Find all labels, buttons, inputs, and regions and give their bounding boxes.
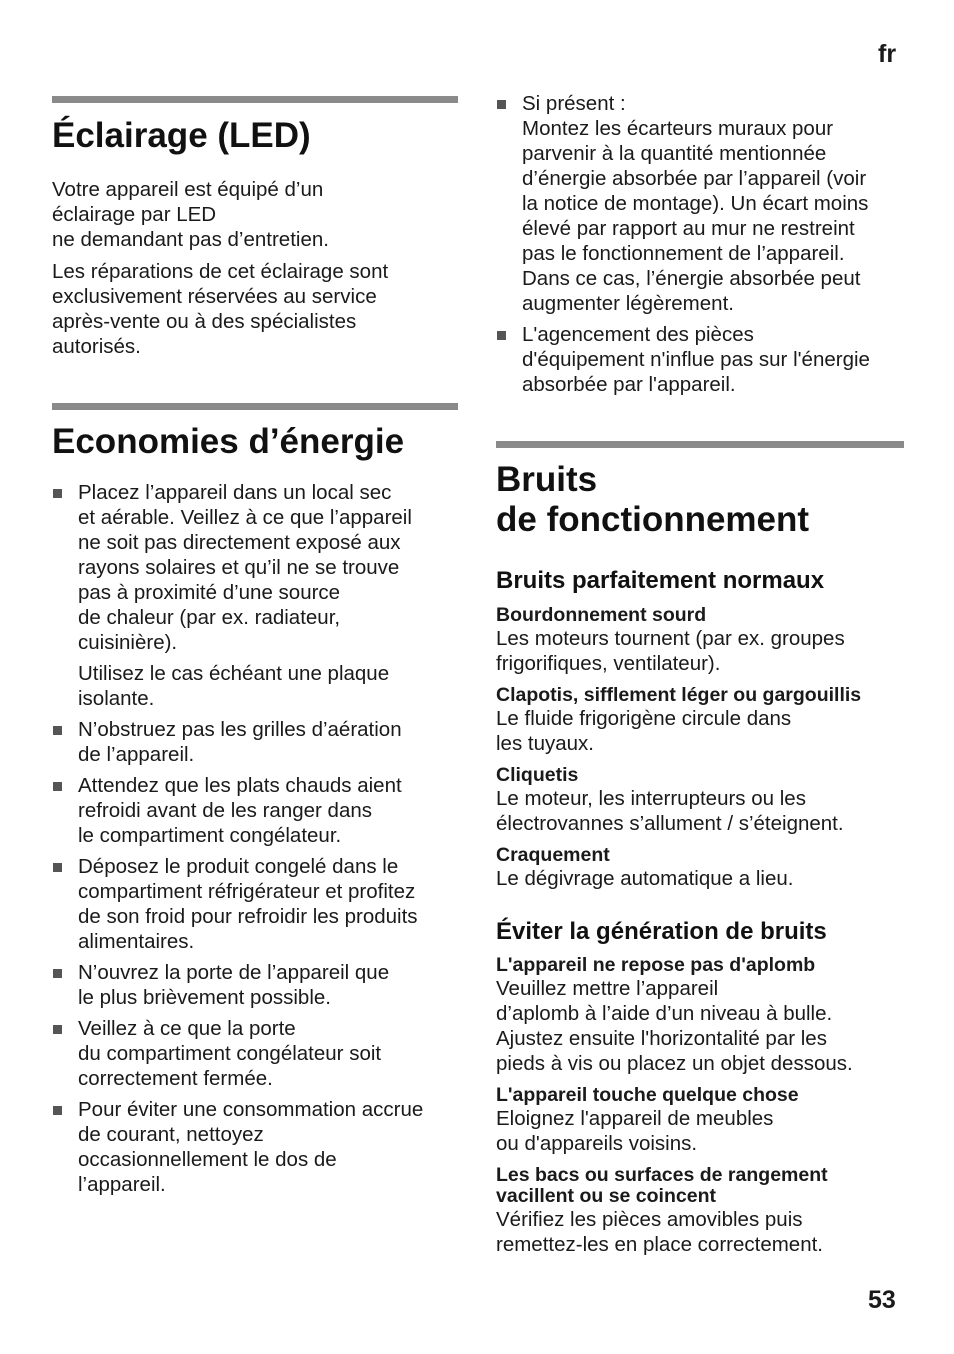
bullet-square-icon [497,100,506,109]
section-rule [52,403,458,410]
noise-term: L'appareil touche quelque chose [496,1084,799,1106]
avoid-noise-entry [496,955,904,1076]
avoid-noise-entry [496,1165,904,1257]
energy-tips-list [52,480,458,1197]
language-code: fr [878,40,897,68]
bullet-square-icon [53,863,62,872]
noise-term: Clapotis, sifflement léger ou gargouillis [496,684,862,706]
list-item: N’obstruez pas les grilles d’aération de l’appareil. [52,717,458,767]
noise-desc: pieds à vis ou placez un objet dessous. [496,1052,853,1075]
noise-desc: les tuyaux. [496,732,594,755]
energy-tips-list-continued [496,91,904,397]
heading-bruits-normaux: Bruits parfaitement normaux [496,567,825,594]
noise-desc: Eloignez l'appareil de meubles [496,1107,774,1130]
eclairage-paragraph-2: Les réparations de cet éclairage sont exclusivement réservées au service après-vente ou à des spécialistes autorisés. [52,260,389,358]
noise-term: vacillent ou se coincent [496,1185,716,1207]
right-column [496,91,904,1257]
list-item: Si présent : Montez les écarteurs muraux pour parvenir à la quantité mentionnée d’énergie absorbée par l’appareil (voir la notice de montage). Un écart moins élevé par rapport au mur ne restreint pas le fonctionnement de l’appareil. Dans ce cas, l’énergie absorbée peut augmenter légèrement. [496,91,904,316]
noise-term: L'appareil ne repose pas d'aplomb [496,954,816,976]
noise-desc: Le dégivrage automatique a lieu. [496,867,794,890]
heading-eviter-bruits: Éviter la génération de bruits [496,918,827,945]
list-item: Pour éviter une consommation accrue de courant, nettoyez occasionnellement le dos de l’appareil. [52,1097,458,1197]
list-item: Déposez le produit congelé dans le compartiment réfrigérateur et profitez de son froid pour refroidir les produits alimentaires. [52,854,458,954]
bullet-square-icon [53,1106,62,1115]
normal-noise-entry [496,845,904,891]
heading-economies: Economies d’énergie [52,422,405,461]
heading-bruits: Bruits de fonctionnement [496,460,810,539]
noise-desc: Vérifiez les pièces amovibles puis [496,1208,803,1231]
eclairage-paragraph-1: Votre appareil est équipé d’un éclairage par LED ne demandant pas d’entretien. [52,178,329,251]
section-rule [52,96,458,103]
left-column [52,96,458,1197]
noise-desc: électrovannes s’allument / s’éteignent. [496,812,844,835]
noise-desc: Le moteur, les interrupteurs ou les [496,787,806,810]
noise-term: Les bacs ou surfaces de rangement [496,1164,828,1186]
bullet-square-icon [53,782,62,791]
normal-noise-entry [496,605,904,676]
list-item: L'agencement des pièces d'équipement n'influe pas sur l'énergie absorbée par l'appareil. [496,322,904,397]
list-item-note: Utilisez le cas échéant une plaque isolante. [78,662,390,710]
noise-desc: frigorifiques, ventilateur). [496,652,721,675]
bullet-square-icon [53,1025,62,1034]
bullet-square-icon [497,331,506,340]
normal-noise-entry [496,685,904,756]
noise-desc: remettez-les en place correctement. [496,1233,823,1256]
page-number: 53 [868,1286,896,1314]
avoid-noise-entry [496,1085,904,1156]
list-item: Attendez que les plats chauds aient refroidi avant de les ranger dans le compartiment congélateur. [52,773,458,848]
heading-eclairage: Éclairage (LED) [52,116,311,155]
list-item: N’ouvrez la porte de l’appareil que le plus brièvement possible. [52,960,458,1010]
bullet-square-icon [53,726,62,735]
bullet-square-icon [53,969,62,978]
list-item: Veillez à ce que la porte du compartiment congélateur soit correctement fermée. [52,1016,458,1091]
noise-term: Cliquetis [496,764,579,786]
noise-term: Bourdonnement sourd [496,604,707,626]
noise-term: Craquement [496,844,610,866]
list-item: Placez l’appareil dans un local sec et aérable. Veillez à ce que l’appareil ne soit pas directement exposé aux rayons solaires et qu’il ne se trouve pas à proximité d’une source de chaleur (par ex. radiateur, cuisinière). Utilisez le cas échéant une plaque isolante. [52,480,458,711]
normal-noise-entry [496,765,904,836]
noise-desc: Ajustez ensuite l'horizontalité par les [496,1027,827,1050]
bullet-square-icon [53,489,62,498]
noise-desc: d’aplomb à l’aide d’un niveau à bulle. [496,1002,833,1025]
noise-desc: Veuillez mettre l’appareil [496,977,719,1000]
noise-desc: Les moteurs tournent (par ex. groupes [496,627,845,650]
noise-desc: ou d'appareils voisins. [496,1132,698,1155]
noise-desc: Le fluide frigorigène circule dans [496,707,792,730]
section-rule [496,441,904,448]
